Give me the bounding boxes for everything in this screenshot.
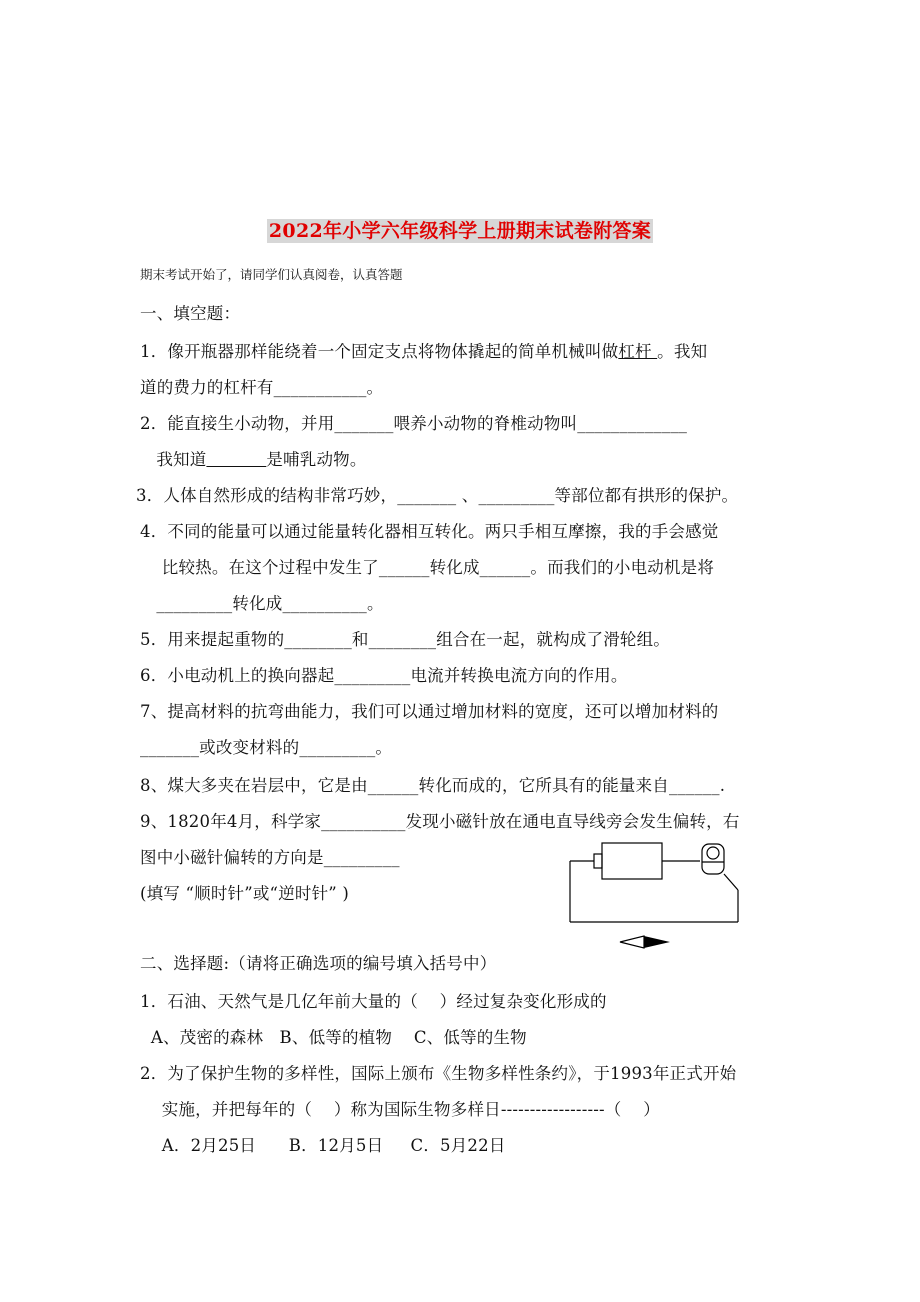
switch-icon bbox=[702, 844, 724, 874]
q5-line: 5．用来提起重物的________和________组合在一起，就构成了滑轮组。 bbox=[140, 630, 670, 649]
compass-needle-icon bbox=[620, 936, 670, 948]
q4-line2: 比较热。在这个过程中发生了______转化成______。而我们的小电动机是将 bbox=[140, 558, 715, 577]
document-title: 2022年小学六年级科学上册期末试卷附答案 bbox=[268, 220, 652, 242]
q3-line: 3．人体自然形成的结构非常巧妙，_______ 、_________等部位都有拱形的保护。 bbox=[136, 486, 739, 505]
q8-line: 8、煤大多夹在岩层中，它是由______转化而成的，它所具有的能量来自______. bbox=[140, 776, 726, 795]
q1-answer: 杠杆 bbox=[618, 342, 658, 361]
q4-line3: _________转化成__________。 bbox=[140, 594, 384, 613]
choice-q1-options: A、茂密的森林 B、低等的植物 C、低等的生物 bbox=[140, 1028, 527, 1047]
q9-line2: 图中小磁针偏转的方向是_________ bbox=[140, 848, 400, 867]
q1-line2: 道的费力的杠杆有___________。 bbox=[140, 378, 384, 397]
battery-body bbox=[602, 843, 662, 879]
q4-line1: 4．不同的能量可以通过能量转化器相互转化。两只手相互摩擦，我的手会感觉 bbox=[140, 522, 719, 541]
q7-line2: _______或改变材料的_________。 bbox=[140, 738, 393, 757]
q9-line3: (填写 “顺时针”或“逆时针” ) bbox=[140, 884, 350, 903]
section1-heading: 一、填空题： bbox=[140, 304, 241, 323]
choice-q2-line1: 2．为了保护生物的多样性，国际上颁布《生物多样性条约》，于1993年正式开始 bbox=[140, 1064, 737, 1083]
q6-line: 6．小电动机上的换向器起_________电流并转换电流方向的作用。 bbox=[140, 666, 628, 685]
q2-line2: 我知道 是哺乳动物。 bbox=[140, 450, 367, 469]
choice-q1: 1．石油、天然气是几亿年前大量的（ ）经过复杂变化形成的 bbox=[140, 992, 607, 1011]
q2-line1: 2．能直接生小动物，并用_______喂养小动物的脊椎动物叫_____________ bbox=[140, 414, 688, 433]
choice-q2-line2: 实施，并把每年的（ ）称为国际生物多样日------------------（ ） bbox=[140, 1100, 660, 1119]
q1-line1: 1．像开瓶器那样能绕着一个固定支点将物体撬起的简单机械叫做杠杆 。我知 bbox=[140, 342, 708, 361]
q7-line1: 7、提高材料的抗弯曲能力，我们可以通过增加材料的宽度，还可以增加材料的 bbox=[140, 702, 719, 721]
q9-line1: 9、1820年4月，科学家__________发现小磁针放在通电直导线旁会发生偏转，右 bbox=[140, 812, 740, 831]
section2-heading: 二、选择题:（请将正确选项的编号填入括号中） bbox=[140, 954, 497, 973]
circuit-diagram bbox=[560, 838, 750, 954]
battery-terminal bbox=[594, 854, 602, 868]
q2-blank bbox=[206, 450, 266, 469]
choice-q2-options: A．2月25日 B．12月5日 C．5月22日 bbox=[140, 1136, 506, 1155]
intro-text: 期末考试开始了，请同学们认真阅卷，认真答题 bbox=[140, 267, 403, 282]
